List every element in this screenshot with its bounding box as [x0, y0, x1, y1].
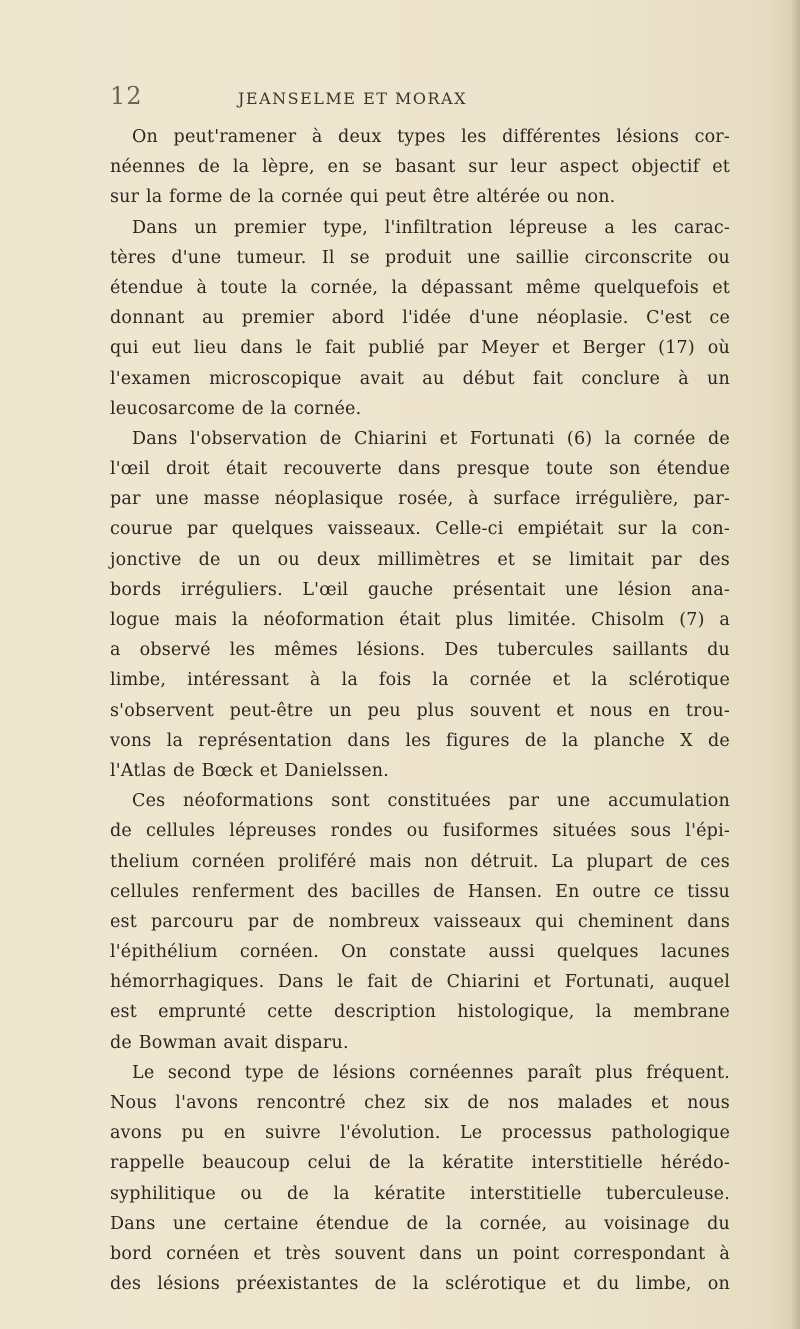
text-line: Nous l'avons rencontré chez six de nos malades et nous: [110, 1093, 730, 1113]
text-line: Dans une certaine étendue de la cornée, au voisinage du: [110, 1213, 730, 1234]
text-line: l'Atlas de Bœck et Danielssen.: [110, 760, 389, 781]
text-line: de Bowman avait disparu.: [110, 1032, 349, 1053]
text-line: des lésions préexistantes de la sclérotique et du limbe, on: [110, 1274, 730, 1295]
text-line: cellules renferment des bacilles de Hansen. En outre ce tissu: [110, 881, 730, 902]
text-line: syphilitique ou de la kératite interstitielle tuberculeuse.: [110, 1183, 730, 1204]
page-number: 12: [110, 82, 143, 110]
text-line: On peut'ramener à deux types les différentes lésions cor-: [132, 127, 730, 147]
text-line: l'examen microscopique avait au début fait conclure à un: [110, 368, 730, 389]
text-line: avons pu en suivre l'évolution. Le processus pathologique: [110, 1123, 730, 1144]
text-line: l'épithélium cornéen. On constate aussi quelques lacunes: [110, 942, 730, 963]
text-line: vons la représentation dans les figures de la planche X de: [110, 730, 730, 751]
text-line: leucosarcome de la cornée.: [110, 398, 362, 419]
text-line: logue mais la néoformation était plus limitée. Chisolm (7) a: [110, 610, 730, 630]
text-line: étendue à toute la cornée, la dépassant même quelquefois et: [110, 277, 730, 298]
body-text: [110, 122, 730, 1299]
page-header: [0, 82, 800, 122]
text-line: est parcouru par de nombreux vaisseaux qui cheminent dans: [110, 911, 730, 932]
page-edge-shadow: [792, 0, 800, 1329]
text-line: Dans l'observation de Chiarini et Fortunati (6) la cornée de: [132, 428, 730, 449]
text-line: courue par quelques vaisseaux. Celle-ci empiétait sur la con-: [110, 519, 730, 540]
text-line: Le second type de lésions cornéennes paraît plus fréquent.: [132, 1062, 730, 1083]
text-line: de cellules lépreuses rondes ou fusiformes situées sous l'épi-: [110, 821, 730, 842]
text-line: néennes de la lèpre, en se basant sur leur aspect objectif et: [110, 157, 730, 178]
text-line: hémorrhagiques. Dans le fait de Chiarini et Fortunati, auquel: [110, 972, 730, 993]
text-line: tères d'une tumeur. Il se produit une saillie circonscrite ou: [110, 247, 730, 268]
text-line: rappelle beaucoup celui de la kératite interstitielle hérédo-: [110, 1153, 730, 1174]
text-line: jonctive de un ou deux millimètres et se limitait par des: [110, 549, 730, 570]
text-line: Dans un premier type, l'infiltration lépreuse a les carac-: [132, 217, 730, 238]
text-line: donnant au premier abord l'idée d'une néoplasie. C'est ce: [110, 308, 730, 329]
text-line: l'œil droit était recouverte dans presque toute son étendue: [110, 459, 730, 480]
text-line: limbe, intéressant à la fois la cornée et la sclérotique: [110, 670, 730, 691]
running-head: JEANSELME ET MORAX: [238, 89, 467, 108]
text-line: bord cornéen et très souvent dans un point correspondant à: [110, 1243, 730, 1264]
text-line: sur la forme de la cornée qui peut être altérée ou non.: [110, 187, 616, 208]
text-line: bords irréguliers. L'œil gauche présentait une lésion ana-: [110, 579, 730, 600]
text-line: qui eut lieu dans le fait publié par Meyer et Berger (17) où: [110, 338, 730, 359]
text-line: a observé les mêmes lésions. Des tubercules saillants du: [110, 640, 730, 661]
text-line: thelium cornéen proliféré mais non détruit. La plupart de ces: [110, 851, 730, 872]
text-line: est emprunté cette description histologique, la membrane: [110, 1002, 730, 1023]
text-line: Ces néoformations sont constituées par une accumulation: [132, 791, 730, 812]
text-line: s'observent peut-être un peu plus souvent et nous en trou-: [110, 700, 730, 721]
text-line: par une masse néoplasique rosée, à surface irrégulière, par-: [110, 489, 730, 510]
